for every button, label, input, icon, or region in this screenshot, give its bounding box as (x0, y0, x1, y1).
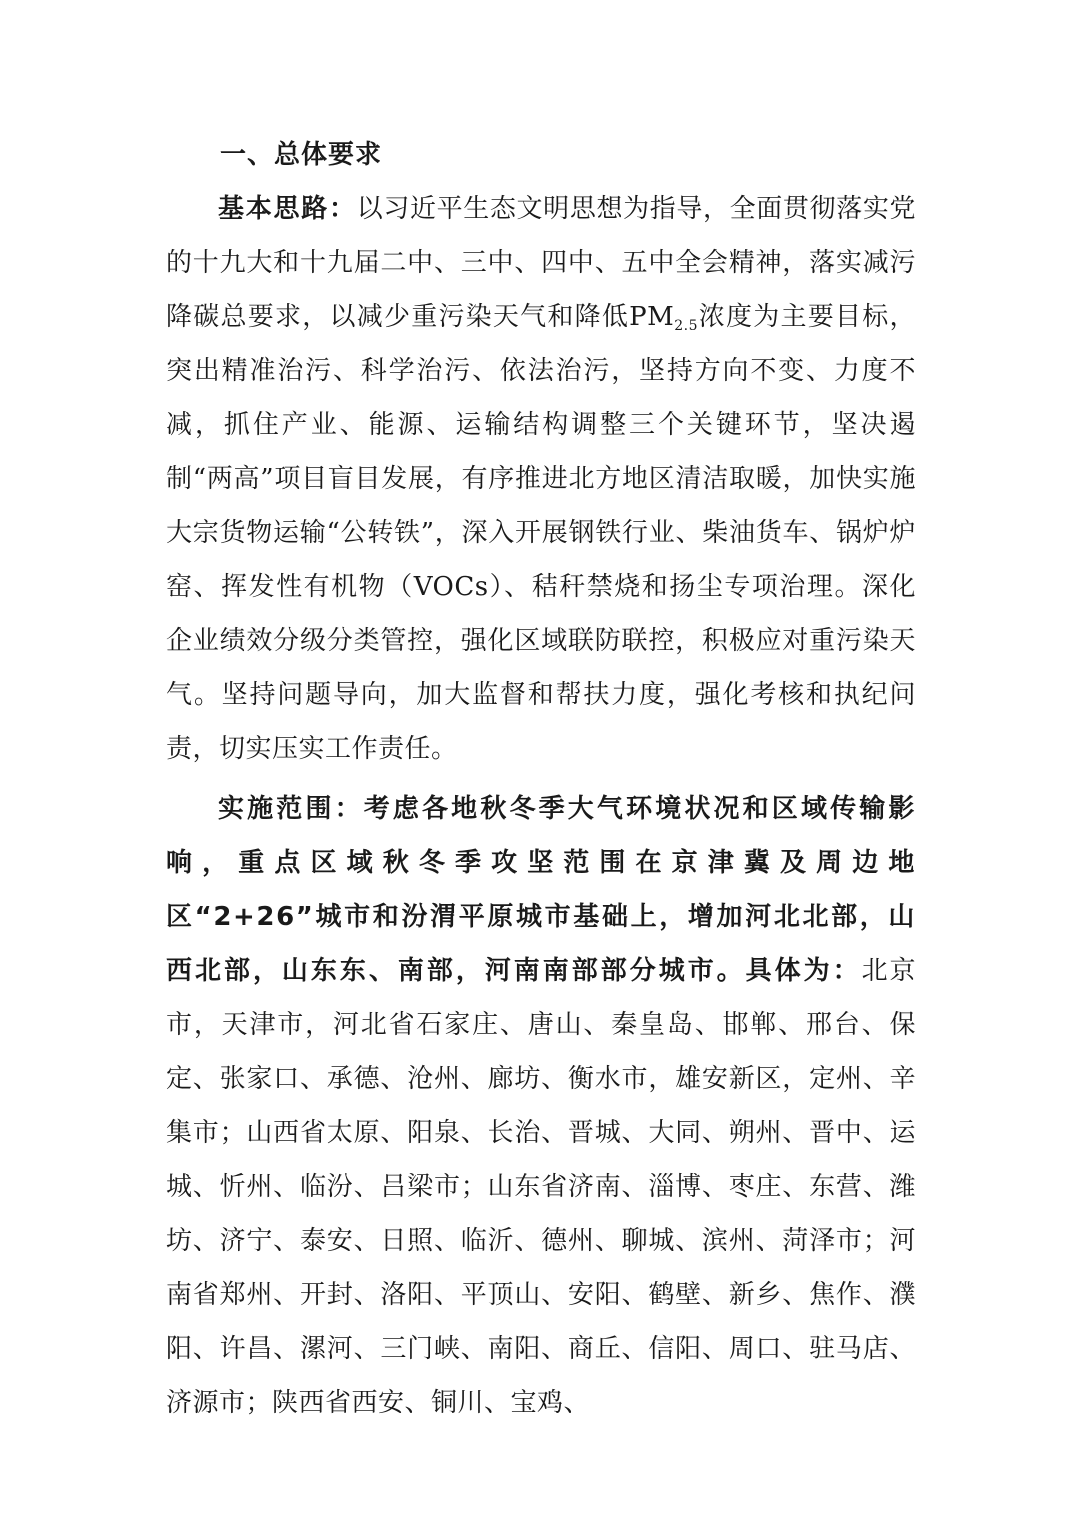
paragraph-basic-approach (166, 182, 916, 776)
section-heading: 一、总体要求 (220, 140, 383, 170)
pm-subscript: 2.5 (674, 318, 699, 334)
city-list-text: 北京市，天津市，河北省石家庄、唐山、秦皇岛、邯郸、邢台、保定、张家口、承德、沧州、廊坊、衡水市，雄安新区，定州、辛集市；山西省太原、阳泉、长治、晋城、大同、朔州、晋中、运城、忻州、临汾、吕梁市；山东省济南、淄博、枣庄、东营、潍坊、济宁、泰安、日照、临沂、德州、聊城、滨州、菏泽市；河南省郑州、开封、洛阳、平顶山、安阳、鹤壁、新乡、焦作、濮阳、许昌、漯河、三门峡、南阳、商丘、信阳、周口、驻马店、济源市；陕西省西安、铜川、宝鸡、 (166, 956, 916, 1418)
paragraph-lead-bold: 实施范围：考虑各地秋冬季大气环境状况和区域传输影响，重点区域秋冬季攻坚范围在京津冀及周边地区“2+26”城市和汾渭平原城市基础上，增加河北北部，山西北部，山东东、南部，河南南部部分城市。具体为： (166, 794, 916, 986)
paragraph-implementation-scope (166, 782, 916, 1430)
paragraph-lead-label: 基本思路： (218, 194, 357, 224)
paragraph-text-continued: 浓度为主要目标，突出精准治污、科学治污、依法治污，坚持方向不变、力度不减，抓住产业、能源、运输结构调整三个关键环节，坚决遏制“两高”项目盲目发展，有序推进北方地区清洁取暖，加快实施大宗货物运输“公转铁”，深入开展钢铁行业、柴油货车、锅炉炉窑、挥发性有机物（VOCs）、秸秆禁烧和扬尘专项治理。深化企业绩效分级分类管控，强化区域联防联控，积极应对重污染天气。坚持问题导向，加大监督和帮扶力度，强化考核和执纪问责，切实压实工作责任。 (166, 302, 916, 764)
paragraph-text: 以习近平生态文明思想为指导，全面贯彻落实党的十九大和十九届二中、三中、四中、五中全会精神，落实减污降碳总要求，以减少重污染天气和降低PM (166, 194, 916, 332)
document-body (166, 128, 916, 1430)
